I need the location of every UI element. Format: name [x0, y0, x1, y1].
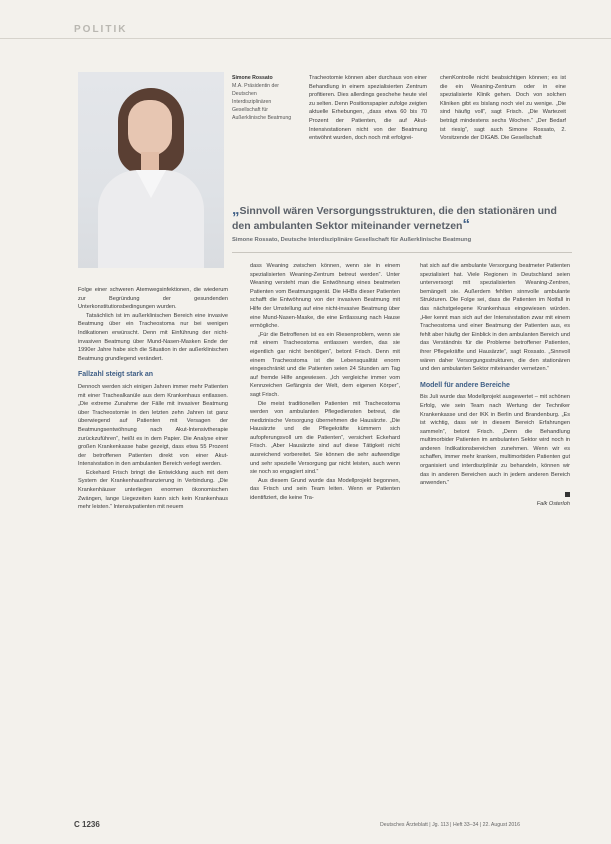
column-left	[78, 286, 228, 512]
paragraph: hat sich auf die ambulante Versorgung beatmeter Patienten spezialisiert hat. Viele Regionen in Deutschland seien unterversorgt mit spezialisierten Weaning-Zentren, bemängelt sie. Außerdem fehlten sinnvolle ambulante Strukturen. Die Folge sei, dass die Patienten im Notfall in das nächstgelegene Krankenhaus eingewiesen würden. „Hier kennt man sich auf der Intensivstation zwar mit einem Tracheostoma und einer Beatmung der Patienten aus, es fehlt aber häufig der Einblick in den ambulanten Bereich und das Verständnis für die Probleme betroffener Patienten, ihrer Pflegekräfte und Hausärzte“, sagt Rossato. „Sinnvoll wären daher Versorgungsstrukturen, die den stationären und den ambulanten Sektor miteinander vernetzen.“	[420, 263, 570, 373]
caption-name: Simone Rossato	[232, 75, 273, 81]
article-author: Falk Osterloh	[420, 492, 570, 509]
quote-close-mark: “	[462, 216, 470, 233]
pull-quote-text: „Sinnvoll wären Versorgungsstrukturen, die den stationären und den ambulanten Sektor miteinander vernetzen“	[232, 201, 557, 233]
subheading: Fallzahl steigt stark an	[78, 371, 154, 379]
paragraph: „Für die Betroffenen ist es ein Riesenproblem, wenn sie mit einem Tracheostoma entlassen werden, das sie eigentlich gar nicht benötigen“, betont Frisch. Denn mit einem Tracheostoma ist die Lebensqualität enorm eingeschränkt und die Patienten seien 24 Stunden am Tag auf fremde Hilfe angewiesen. „Ich vergleiche immer vom Kennzeichen Gefängnis der Welt, dem eigenen Körper“, sagt Frisch.	[250, 331, 400, 398]
column-mid-top	[309, 74, 427, 143]
publication-info: Deutsches Ärzteblatt | Jg. 113 | Heft 33–34 | 22. August 2016	[380, 822, 521, 828]
quote-open-mark: „	[232, 201, 240, 218]
header-divider	[0, 38, 611, 39]
paragraph: Dennoch werden sich einigen Jahren immer mehr Patienten mit einer Trachealkanüle aus dem Krankenhaus entlassen. „Die extreme Zunahme der Fälle mit invasiver Beatmung über Tracheostomie in den letzten zehn Jahren ist ganz überwiegend auf Patienten mit Versagen der Beatmungsentwöhnung nach Akut-Intensivtherapie zurückzuführen“, heißt es in dem Papier. Die Analyse einer großen Krankenkasse habe gezeigt, dass etwa 55 Prozent der betroffenen Patienten direkt von einer Akut-Intensivstation in den ambulanten Bereich verlegt werden.	[78, 383, 228, 468]
quote-divider	[232, 252, 572, 253]
paragraph: Eckehard Frisch bringt die Entwicklung auch mit dem System der Krankenhausfinanzierung in Verbindung. „Die Krankenhäuser unterliegen enormen ökonomischen Zwängen, lange Liegezeiten kann sich kein Krankenhaus mehr leisten.“ Intensivpatienten mit neuem	[78, 469, 228, 511]
photo-caption	[232, 74, 296, 122]
portrait-photo	[78, 72, 224, 268]
pull-quote-source: Simone Rossato, Deutsche Interdisziplinäre Gesellschaft für Außerklinische Beatmung	[232, 237, 472, 243]
column-right-top	[440, 74, 566, 143]
subheading: Modell für andere Bereiche	[420, 381, 510, 389]
end-mark-icon	[565, 492, 570, 497]
section-header: POLITIK	[74, 24, 128, 35]
column-mid	[250, 262, 400, 503]
paragraph: Bis Juli wurde das Modellprojekt ausgewertet – mit schönen Erfolg, wie sein Team nach Wertung der Techniker Krankenkasse und der IKK in Berlin und Brandenburg. „Es ist wichtig, dass wir in diesem Bereich Erfahrungen sammeln“, betont Frisch. „Denn die Behandlung multimorbider Patienten im ambulanten Sektor wird noch in anderen Indikationsbereichen zunehmen. Wenn wir es schaffen, immer mehr kranken, multimorbiden Patienten gut organisiert und interdisziplinär zu behandeln, können wir das in anderen Bereichen auch in jedem anderen Bereich anwenden.“	[420, 394, 570, 487]
paragraph: Die meist traditionellen Patienten mit Tracheostoma werden von ambulanten Pflegediensten betreut, die medizinische Versorgung übernehmen die Hausärzte. „Die Hausärzte und die Pflegekräfte kümmern sich aufopferungsvoll um die Patienten“, versichert Eckehard Frisch. „Aber Hausärzte sind auf diese Tätigkeit nicht ausreichend vorbereitet. Sie können die sehr aufwendige und sehr spezielle Versorgung gar nicht leisten, auch wenn sie noch so engagiert sind.“	[250, 400, 400, 476]
paragraph: Folge einer schweren Atemwegsinfektionen, die wiederum zur Begründung der gesundenden Unterkonstitutionsbedingungen wurden.	[78, 287, 228, 311]
paragraph: Tatsächlich ist im außerklinischen Bereich eine invasive Beatmung über ein Tracheostoma nur bei wenigen Indikationen erwünscht. Denn mit Einführung der nicht-invasiven Beatmung über Mund-Nasen-Masken Ende der 1990er Jahre habe sich die Situation in der außerklinischen Beatmung grundlegend verändert.	[78, 312, 228, 362]
page-number: C 1236	[74, 820, 100, 829]
paragraph: Aus diesem Grund wurde das Modellprojekt begonnen, das Frisch und sein Team leiten. Wenn er Patienten identifiziert, die keine Tra-	[250, 477, 400, 502]
paragraph: dass Weaning zwischen können, wenn sie in einem spezialisierten Weaning-Zentrum betreut werden“. Unter Weaning versteht man die Entwöhnung eines beatmeten Patienten vom Beatmungsgerät. Die HHBs dieser Patienten schafft die Entwöhnung von der invasiven Beatmung mit Hilfe der Umstellung auf eine nicht-invasive Beatmung über eine Mund-Nasen-Maske, die eine Entlassung nach Hause ermögliche.	[250, 263, 400, 330]
paragraph: chenKontrolle nicht beabsichtigen können; es ist die ein Weaning-Zentrum oder in eine spezialisierte Klinik gehen. Doch von solchen Kliniken gibt es bislang noch viel zu wenige. „Die sind häufig voll“, sagt Frisch. „Die Wartezeit beträgt mindestens sechs Wochen.“ „Der Bedarf ist riesig“, sagt auch Simone Rossato, 2. Vorsitzende der DIGAB. Die Gesellschaft	[440, 75, 566, 142]
caption-text: M.A. Präsidentin der Deutschen Interdisziplinären Gesellschaft für Außerklinische Beatmung	[232, 83, 292, 121]
paragraph: Tracheotomie können aber durchaus von einer Behandlung in einem spezialisierten Zentrum profitieren. Dies allerdings geschehe heute viel zu selten. Denn Positionspapier zufolge zeigten aktuelle Erhebungen, „dass etwa 60 bis 70 Prozent der Patienten, die auf Akut-Intensivstationen nicht von der Beatmung entwöhnt wurden, doch noch mit erfolgrei-	[309, 75, 427, 142]
column-right	[420, 262, 570, 509]
pull-quote	[232, 203, 562, 243]
